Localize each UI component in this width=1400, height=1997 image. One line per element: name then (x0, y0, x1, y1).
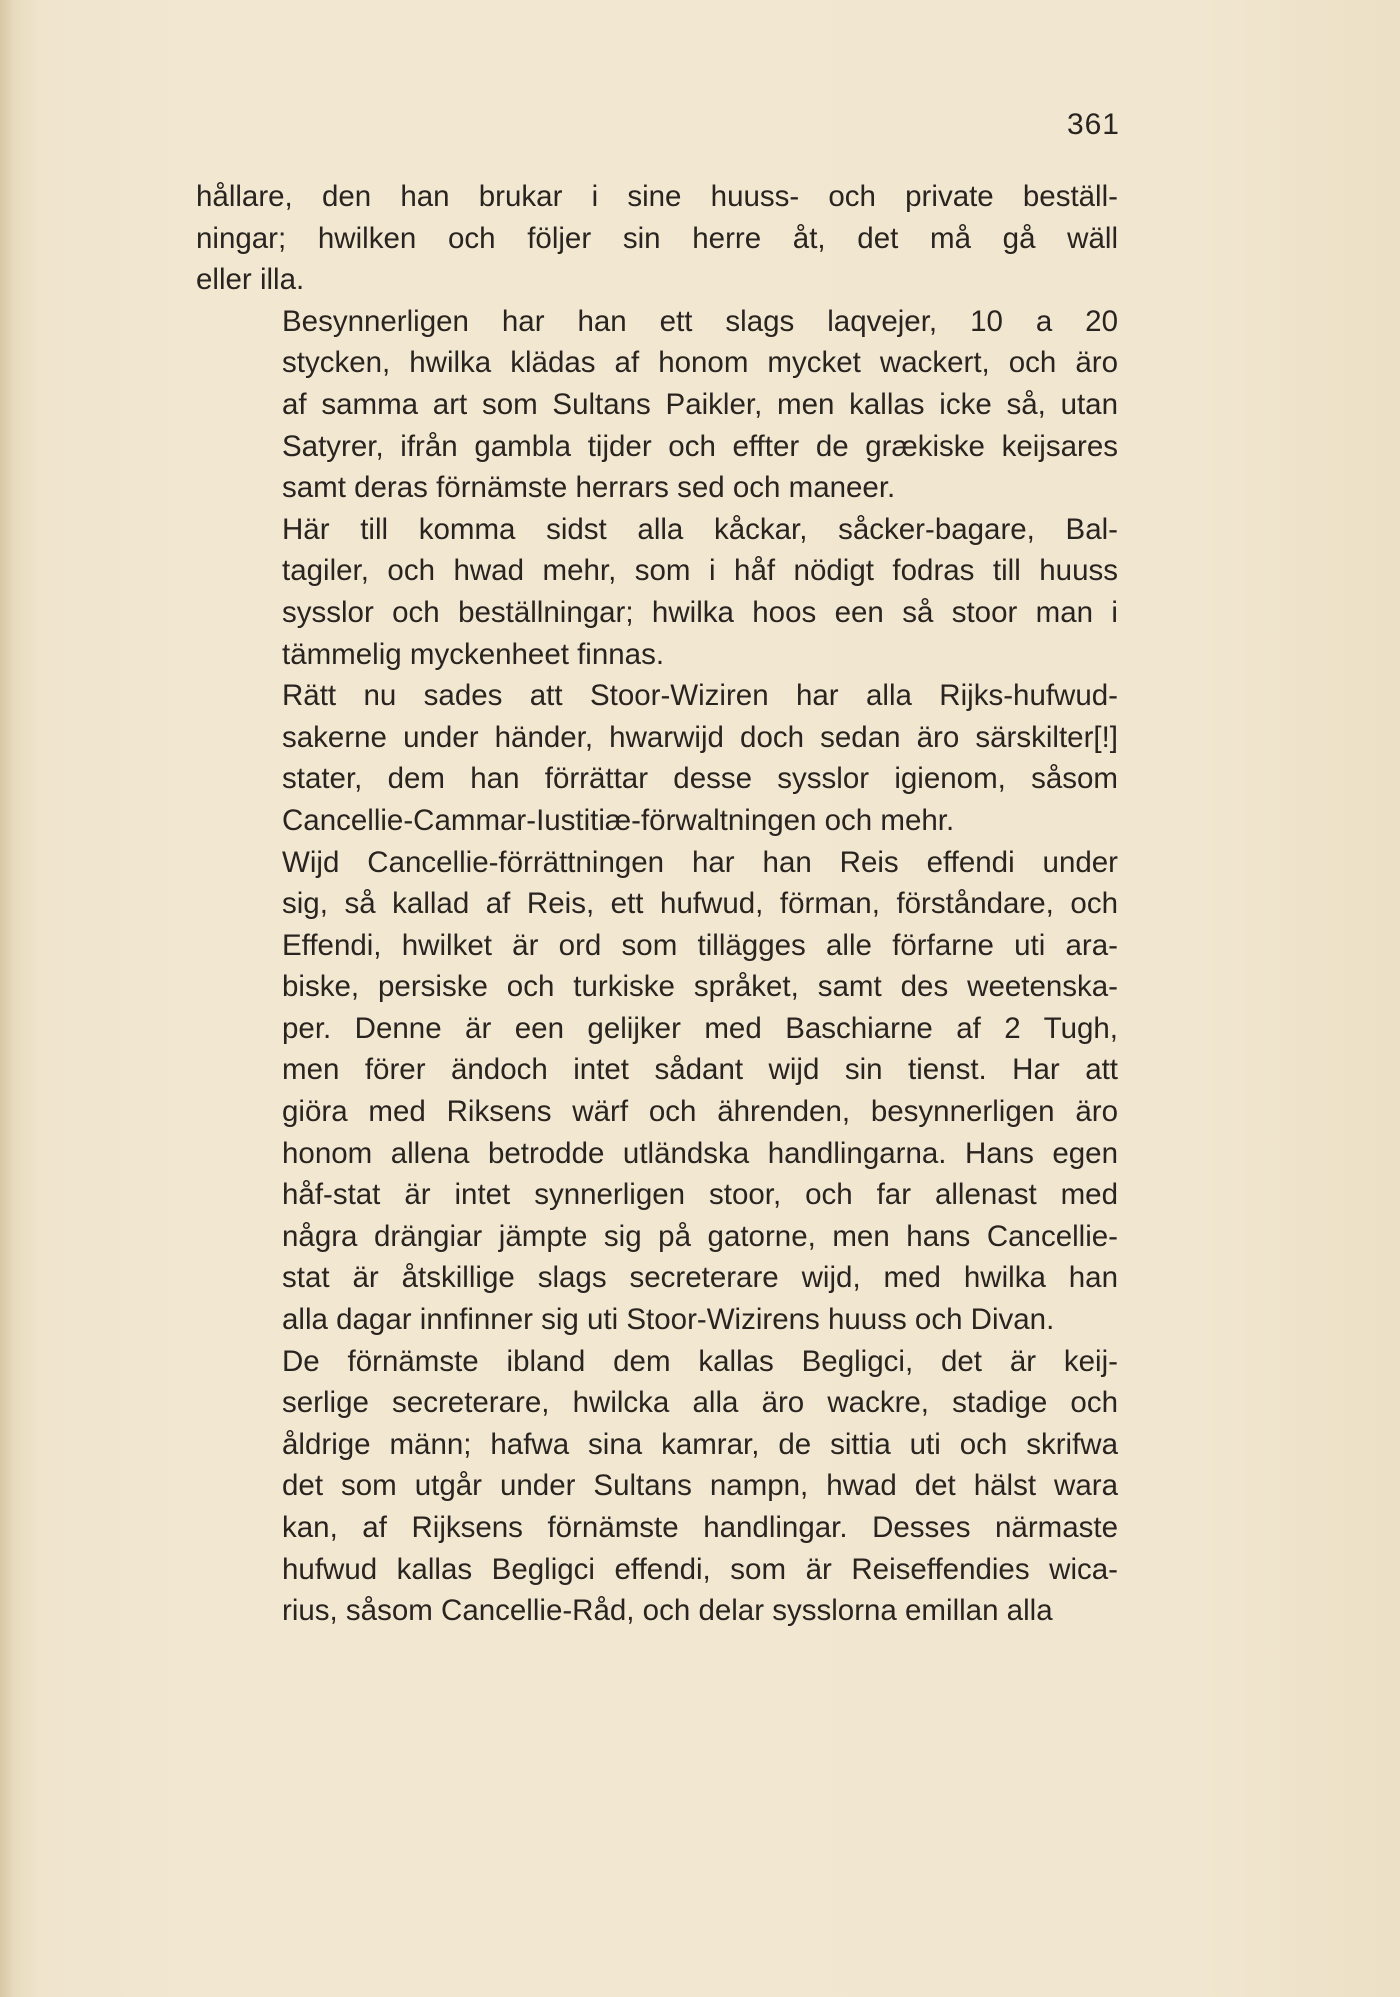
text-line: af samma art som Sultans Paikler, men kallas icke så, utan (282, 387, 1118, 421)
text-line: några drängiar jämpte sig på gatorne, men hans Cancellie- (282, 1219, 1118, 1253)
text-line: tämmelig myckenheet finnas. (282, 637, 665, 671)
text-line: sig, så kallad af Reis, ett hufwud, förman, förståndare, och (282, 887, 1118, 921)
text-line: Wijd Cancellie-förrättningen har han Reis effendi under (282, 845, 1118, 879)
text-line: alla dagar innfinner sig uti Stoor-Wizirens huuss och Divan. (282, 1303, 1055, 1337)
page-gutter-shadow (0, 0, 14, 1997)
text-line: stater, dem han förrättar desse sysslor igienom, såsom (282, 762, 1118, 796)
text-line: Satyrer, ifrån gambla tijder och effter de grækiske keijsares (282, 429, 1118, 463)
paragraph (196, 509, 1118, 675)
text-line: Effendi, hwilket är ord som tillägges alle förfarne uti ara- (282, 928, 1118, 962)
paragraph (196, 301, 1118, 509)
text-line: men förer ändoch intet sådant wijd sin tienst. Har att (282, 1053, 1118, 1087)
text-line: biske, persiske och turkiske språket, samt des weetenska- (282, 970, 1118, 1004)
paragraph (196, 176, 1118, 301)
text-line: det som utgår under Sultans nampn, hwad det hälst wara (282, 1469, 1118, 1503)
paragraph (196, 675, 1118, 841)
text-line: per. Denne är een gelijker med Baschiarne af 2 Tugh, (282, 1011, 1118, 1045)
text-line: hållare, den han brukar i sine huuss- och private beställ- (196, 180, 1118, 213)
text-line: ningar; hwilken och följer sin herre åt, det må gå wäll (196, 221, 1118, 255)
text-line: stat är åtskillige slags secreterare wijd, med hwilka han (282, 1261, 1118, 1295)
body-text (196, 176, 1118, 1632)
text-line: Rätt nu sades att Stoor-Wiziren har alla Rijks-hufwud- (282, 679, 1118, 713)
text-line: tagiler, och hwad mehr, som i håf nödigt fodras till huuss (282, 554, 1118, 588)
text-line: honom allena betrodde utländska handlingarna. Hans egen (282, 1136, 1118, 1170)
paragraph (196, 1341, 1118, 1632)
text-line: rius, såsom Cancellie-Råd, och delar sysslorna emillan alla (282, 1594, 1053, 1628)
text-line: giöra med Riksens wärf och ährenden, besynnerligen äro (282, 1095, 1118, 1129)
text-line: serlige secreterare, hwilcka alla äro wackre, stadige och (282, 1386, 1118, 1420)
text-line: håf-stat är intet synnerligen stoor, och far allenast med (282, 1178, 1118, 1212)
text-line: hufwud kallas Begligci effendi, som är Reiseffendies wica- (282, 1552, 1118, 1586)
text-line: stycken, hwilka klädas af honom mycket wackert, och äro (282, 346, 1118, 380)
text-line: sakerne under händer, hwarwijd doch sedan äro särskilter[!] (282, 720, 1118, 754)
text-line: sysslor och beställningar; hwilka hoos een så stoor man i (282, 595, 1118, 629)
page-number: 361 (1066, 108, 1120, 141)
text-line: åldrige männ; hafwa sina kamrar, de sittia uti och skrifwa (282, 1427, 1118, 1461)
text-line: Cancellie-Cammar-Iustitiæ-förwaltningen och mehr. (282, 803, 955, 837)
text-line: samt deras förnämste herrars sed och maneer. (282, 471, 896, 505)
text-line: Här till komma sidst alla kåckar, såcker-bagare, Bal- (282, 512, 1118, 546)
text-line: Besynnerligen har han ett slags laqvejer, 10 a 20 (282, 304, 1118, 338)
paragraph (196, 842, 1118, 1341)
text-line: De förnämste ibland dem kallas Begligci, det är keij- (282, 1344, 1118, 1378)
text-line: kan, af Rijksens förnämste handlingar. Desses närmaste (282, 1511, 1118, 1544)
text-line: eller illa. (196, 263, 305, 297)
